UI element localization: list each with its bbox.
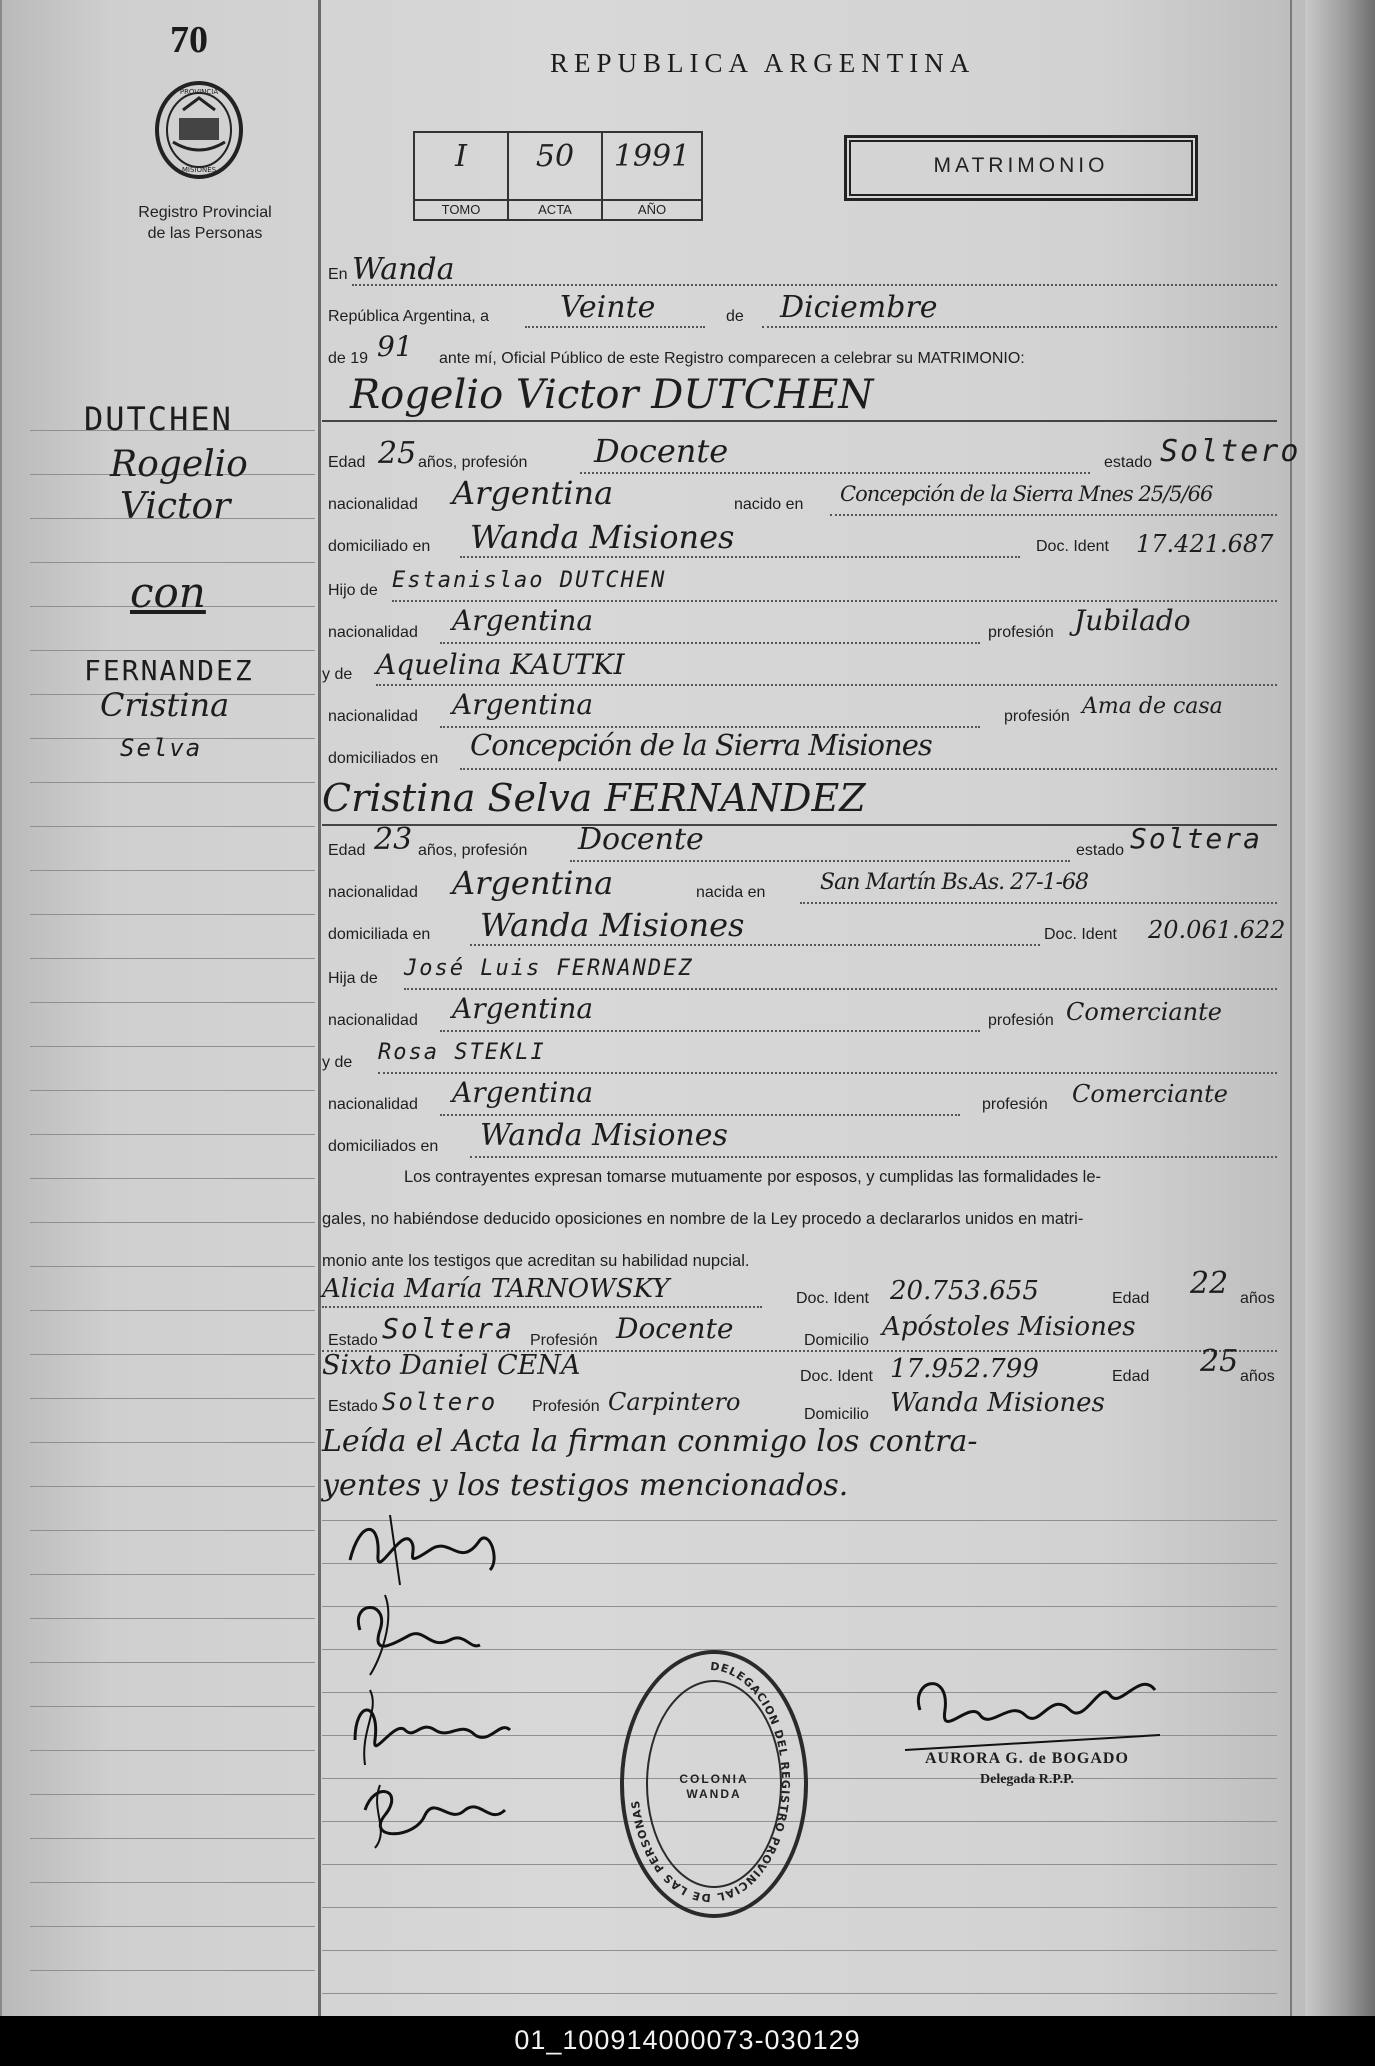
- registry-name: [115, 202, 295, 244]
- bride-father-nationality: Argentina: [452, 992, 594, 1025]
- ruled-line: [322, 1993, 1277, 1994]
- tomo-cell: [415, 133, 509, 219]
- bride-status: Soltera: [1130, 822, 1263, 855]
- witness1-signature: [340, 1680, 520, 1770]
- bride-address-label: domiciliada en: [328, 926, 431, 943]
- scan-footer: [0, 2016, 1375, 2066]
- dotted-line: [460, 556, 1020, 558]
- witness2-signature: [355, 1770, 525, 1850]
- groom-parents-address-label: domiciliados en: [328, 750, 439, 767]
- intro-day: Veinte: [560, 290, 656, 325]
- margin-note-line6: Cristina: [100, 686, 230, 724]
- dotted-line: [830, 514, 1277, 516]
- bride-name: Cristina Selva FERNANDEZ: [322, 776, 866, 820]
- page-edge-line: [0, 0, 2, 2016]
- margin-note-line3: Victor: [120, 486, 231, 527]
- bride-mother-label: y de: [322, 1054, 353, 1071]
- dotted-line: [352, 284, 1277, 286]
- official-role: Delegada R.P.P.: [980, 1772, 1074, 1787]
- witness2-status-label: Estado: [328, 1398, 378, 1415]
- bride-father-prof-label: profesión: [988, 1012, 1054, 1029]
- witness1-name: Alicia María TARNOWSKY: [322, 1274, 670, 1304]
- year-label: de 19: [328, 350, 369, 367]
- record-reference-box: [413, 131, 703, 221]
- witness1-address-label: Domicilio: [804, 1332, 869, 1349]
- witness2-age: 25: [1200, 1344, 1239, 1379]
- declaration-line3: monio ante los testigos que acreditan su habilidad nupcial.: [322, 1252, 750, 1270]
- ruled-line: [30, 1398, 315, 1399]
- dotted-line: [392, 600, 1277, 602]
- bride-mother-nat-label: nacionalidad: [328, 1096, 418, 1113]
- bride-profession: Docente: [578, 822, 704, 857]
- acta-label: ACTA: [509, 199, 601, 219]
- ruled-line: [30, 870, 315, 871]
- groom-age-label: Edad: [328, 454, 366, 471]
- closing-line2: yentes y los testigos mencionados.: [322, 1468, 849, 1503]
- witness1-age: 22: [1190, 1266, 1229, 1301]
- declaration-line2: gales, no habiéndose deducido oposiciones en nombre de la Ley procedo a declararlos unidos en matri-: [322, 1210, 1084, 1228]
- ruled-line: [30, 782, 315, 783]
- bride-birthplace: San Martín Bs.As. 27-1-68: [820, 870, 1089, 895]
- scan-id: 01_100914000073-030129: [514, 2025, 861, 2055]
- ruled-line: [30, 562, 315, 563]
- margin-note-line2: Rogelio: [110, 444, 248, 485]
- margin-note-line5: FERNANDEZ: [84, 654, 254, 687]
- bride-parents-address: Wanda Misiones: [480, 1118, 728, 1153]
- country-heading: REPUBLICA ARGENTINA: [550, 48, 976, 78]
- groom-doc-label: Doc. Ident: [1036, 538, 1109, 555]
- seal-text-bottom: MISIONES: [181, 166, 217, 174]
- intro-place: Wanda: [352, 252, 455, 287]
- groom-father-label: Hijo de: [328, 582, 378, 599]
- margin-note-line7: Selva: [120, 734, 203, 762]
- witness1-anos-label: años: [1240, 1290, 1275, 1307]
- groom-name: Rogelio Victor DUTCHEN: [350, 372, 874, 418]
- ruled-line: [30, 1970, 315, 1971]
- dotted-line: [460, 768, 1277, 770]
- groom-father-prof-label: profesión: [988, 624, 1054, 641]
- bride-address: Wanda Misiones: [480, 906, 745, 944]
- ruled-line: [30, 1706, 315, 1707]
- ruled-line: [322, 1950, 1277, 1951]
- witness2-doc: 17.952.799: [890, 1354, 1039, 1384]
- closing-line1: Leída el Acta la firman conmigo los contra-: [322, 1424, 978, 1459]
- groom-father-nat-label: nacionalidad: [328, 624, 418, 641]
- bride-parents-address-label: domiciliados en: [328, 1138, 439, 1155]
- de-label: de: [726, 308, 744, 325]
- anio-cell: [603, 133, 701, 219]
- bride-nationality: Argentina: [452, 864, 614, 902]
- dotted-line: [440, 1114, 960, 1116]
- declaration-line1: Los contrayentes expresan tomarse mutuamente por esposos, y cumplidas las formalidades le-: [404, 1168, 1102, 1186]
- underline: [322, 420, 1277, 422]
- groom-nationality: Argentina: [452, 474, 614, 512]
- dotted-line: [440, 642, 980, 644]
- groom-signature: [340, 1510, 510, 1590]
- witness1-address: Apóstoles Misiones: [882, 1312, 1136, 1342]
- witness1-doc: 20.753.655: [890, 1276, 1039, 1306]
- witness1-status: Soltera: [382, 1312, 515, 1345]
- witness1-status-label: Estado: [328, 1332, 378, 1349]
- groom-father-nationality: Argentina: [452, 604, 594, 637]
- groom-father: Estanislao DUTCHEN: [392, 568, 667, 593]
- ruled-line: [30, 1794, 315, 1795]
- witness1-age-label: Edad: [1112, 1290, 1150, 1307]
- right-margin-rule: [1290, 0, 1292, 2016]
- ruled-line: [30, 958, 315, 959]
- record-type: MATRIMONIO: [933, 154, 1109, 177]
- bride-father-nat-label: nacionalidad: [328, 1012, 418, 1029]
- dotted-line: [800, 902, 1277, 904]
- bride-doc: 20.061.622: [1148, 916, 1286, 944]
- ruled-line: [30, 1750, 315, 1751]
- registry-name-line2: de las Personas: [147, 225, 263, 242]
- provincial-seal-icon: [153, 80, 245, 180]
- registry-name-line1: Registro Provincial: [138, 204, 272, 221]
- dotted-line: [525, 326, 705, 328]
- page-number: 70: [170, 19, 208, 61]
- dotted-line: [470, 944, 1040, 946]
- dotted-line: [470, 1156, 1277, 1158]
- ruled-line: [30, 1354, 315, 1355]
- witness2-profession: Carpintero: [608, 1388, 741, 1416]
- ruled-line: [30, 1530, 315, 1531]
- bride-mother-nationality: Argentina: [452, 1076, 594, 1109]
- ruled-line: [30, 1046, 315, 1047]
- registry-stamp: [620, 1650, 808, 1918]
- bride-father-label: Hija de: [328, 970, 378, 987]
- bride-mother-prof-label: profesión: [982, 1096, 1048, 1113]
- groom-age: 25: [378, 436, 417, 471]
- ruled-line: [30, 1266, 315, 1267]
- dotted-line: [570, 860, 1070, 862]
- groom-mother-profession: Ama de casa: [1082, 694, 1223, 719]
- groom-doc: 17.421.687: [1136, 530, 1274, 558]
- groom-profession: Docente: [594, 432, 729, 470]
- groom-profession-label: años, profesión: [418, 454, 528, 471]
- bride-mother: Rosa STEKLI: [378, 1040, 546, 1065]
- stamp-center-text: COLONIA WANDA: [679, 1772, 749, 1801]
- witness2-anos-label: años: [1240, 1368, 1275, 1385]
- witness2-address: Wanda Misiones: [890, 1388, 1105, 1418]
- groom-status-label: estado: [1104, 454, 1153, 471]
- official-signature: [900, 1660, 1170, 1760]
- ruled-line: [30, 1134, 315, 1135]
- stamp-ring-text-path: DELEGACION DEL REGISTRO PROVINCIAL DE LAS PERSONAS: [628, 1659, 793, 1905]
- ruled-line: [30, 1574, 315, 1575]
- bride-signature: [340, 1590, 490, 1680]
- witness2-name: Sixto Daniel CENA: [322, 1350, 581, 1381]
- dotted-line: [378, 1072, 1277, 1074]
- bride-nationality-label: nacionalidad: [328, 884, 418, 901]
- book-binding: [1305, 0, 1375, 2016]
- groom-mother-label: y de: [322, 666, 353, 683]
- bride-birthplace-label: nacida en: [696, 884, 766, 901]
- witness2-age-label: Edad: [1112, 1368, 1150, 1385]
- tomo-value: I: [455, 139, 467, 174]
- dotted-line: [440, 1030, 980, 1032]
- groom-status: Soltero: [1160, 434, 1301, 469]
- margin-rule: [318, 0, 321, 2016]
- dotted-line: [322, 1306, 762, 1308]
- witness2-status: Soltero: [382, 1388, 498, 1416]
- ruled-line: [30, 650, 315, 651]
- dotted-line: [762, 326, 1277, 328]
- bride-profession-label: años, profesión: [418, 842, 528, 859]
- bride-doc-label: Doc. Ident: [1044, 926, 1117, 943]
- dotted-line: [580, 472, 1090, 474]
- groom-mother-nat-label: nacionalidad: [328, 708, 418, 725]
- groom-address: Wanda Misiones: [470, 518, 735, 556]
- anio-label: AÑO: [603, 199, 701, 219]
- groom-address-label: domiciliado en: [328, 538, 431, 555]
- bride-age: 23: [374, 822, 413, 857]
- bride-father: José Luis FERNANDEZ: [404, 956, 694, 981]
- groom-nationality-label: nacionalidad: [328, 496, 418, 513]
- ruled-line: [30, 1002, 315, 1003]
- dotted-line: [404, 988, 1277, 990]
- ruled-line: [30, 1442, 315, 1443]
- ruled-line: [30, 1618, 315, 1619]
- groom-father-profession: Jubilado: [1074, 604, 1191, 637]
- ruled-line: [30, 1838, 315, 1839]
- groom-birthplace: Concepción de la Sierra Mnes 25/5/66: [840, 482, 1213, 506]
- groom-parents-address: Concepción de la Sierra Misiones: [470, 728, 932, 762]
- ruled-line: [30, 1882, 315, 1883]
- witness2-profession-label: Profesión: [532, 1398, 600, 1415]
- ruled-line: [30, 1178, 315, 1179]
- intro-year: 91: [377, 330, 413, 363]
- witness1-doc-label: Doc. Ident: [796, 1290, 869, 1307]
- groom-mother-nationality: Argentina: [452, 688, 594, 721]
- tomo-label: TOMO: [415, 199, 507, 219]
- record-type-box: [844, 135, 1198, 201]
- ruled-line: [30, 1926, 315, 1927]
- bride-father-profession: Comerciante: [1066, 998, 1222, 1026]
- ruled-line: [30, 1090, 315, 1091]
- bride-status-label: estado: [1076, 842, 1125, 859]
- official-name: AURORA G. de BOGADO: [925, 1750, 1129, 1767]
- seal-text-top: PROVINCIA: [179, 88, 219, 96]
- ruled-line: [30, 1222, 315, 1223]
- ruled-line: [30, 826, 315, 827]
- acta-cell: [509, 133, 603, 219]
- groom-mother: Aquelina KAUTKI: [376, 648, 625, 681]
- en-label: En: [328, 266, 348, 283]
- dotted-line: [376, 684, 1277, 686]
- bride-age-label: Edad: [328, 842, 366, 859]
- republic-label: República Argentina, a: [328, 308, 489, 325]
- ruled-line: [30, 914, 315, 915]
- intro-month: Diciembre: [780, 290, 938, 325]
- margin-note-line1: DUTCHEN: [84, 400, 233, 438]
- bride-mother-profession: Comerciante: [1072, 1080, 1228, 1108]
- witness1-profession-label: Profesión: [530, 1332, 598, 1349]
- intro-text: ante mí, Oficial Público de este Registro comparecen a celebrar su MATRIMONIO:: [439, 350, 1025, 367]
- anio-value: 1991: [613, 139, 691, 174]
- groom-birthplace-label: nacido en: [734, 496, 804, 513]
- witness1-profession: Docente: [616, 1312, 734, 1345]
- ruled-line: [30, 1310, 315, 1311]
- ruled-line: [30, 1662, 315, 1663]
- witness2-address-label: Domicilio: [804, 1406, 869, 1423]
- witness2-doc-label: Doc. Ident: [800, 1368, 873, 1385]
- ruled-line: [30, 1486, 315, 1487]
- groom-mother-prof-label: profesión: [1004, 708, 1070, 725]
- margin-note-line4: con: [130, 568, 206, 617]
- acta-value: 50: [535, 139, 575, 174]
